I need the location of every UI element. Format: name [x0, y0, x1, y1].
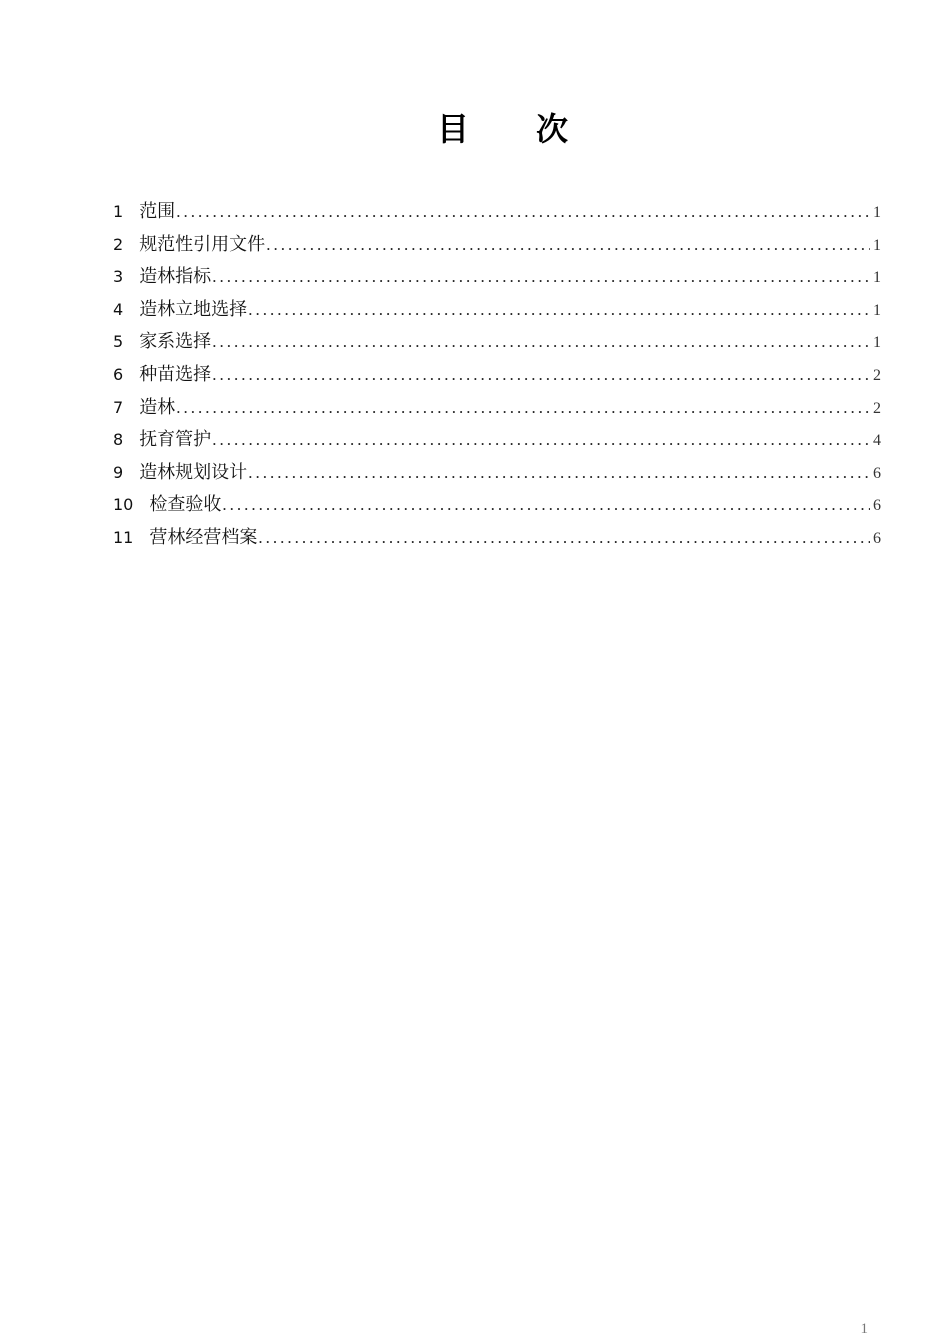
toc-entry-label: 抚育管护 — [139, 429, 212, 450]
toc-entry-number: 3 — [113, 267, 124, 287]
toc-entry-page: 1 — [873, 334, 881, 352]
toc-leader-dots — [222, 489, 870, 521]
toc-entry-label: 造林立地选择 — [139, 298, 248, 319]
toc-leader-dots — [248, 294, 870, 326]
toc-row — [113, 522, 881, 555]
toc-entry-label: 检查验收 — [149, 494, 222, 515]
toc-entry-number: 5 — [113, 332, 124, 352]
toc-leader-dots — [258, 522, 870, 554]
toc-entry-page: 2 — [873, 366, 881, 384]
toc-row — [113, 196, 881, 229]
toc-row — [113, 229, 881, 262]
toc-leader-dots — [266, 229, 870, 261]
toc-leader-dots — [212, 261, 870, 293]
toc-list — [113, 196, 881, 555]
toc-entry-page: 1 — [873, 301, 881, 319]
toc-entry-page: 1 — [873, 236, 881, 254]
toc-entry-page: 1 — [873, 269, 881, 287]
toc-entry-number: 7 — [113, 397, 124, 417]
toc-entry-number: 1 — [113, 202, 124, 221]
toc-leader-dots — [212, 326, 870, 358]
toc-row — [113, 359, 881, 392]
toc-leader-dots — [176, 392, 870, 424]
toc-row — [113, 326, 881, 359]
toc-row — [113, 261, 881, 294]
toc-entry-number: 10 — [113, 495, 134, 515]
toc-leader-dots — [212, 359, 870, 391]
toc-entry-label: 造林规划设计 — [139, 461, 248, 482]
toc-entry-number: 6 — [113, 364, 124, 384]
toc-entry-label: 营林经营档案 — [149, 526, 258, 547]
toc-leader-dots — [176, 196, 870, 228]
toc-entry-label: 规范性引用文件 — [139, 233, 266, 254]
toc-entry-page: 4 — [873, 432, 881, 450]
toc-entry-number: 8 — [113, 430, 124, 450]
toc-entry-page: 6 — [873, 529, 881, 547]
toc-leader-dots — [248, 457, 870, 489]
toc-entry-page: 6 — [873, 464, 881, 482]
toc-entry-page: 6 — [873, 497, 881, 515]
toc-entry-number: 9 — [113, 462, 124, 482]
footer-page-number: 1 — [860, 1321, 868, 1337]
toc-entry-page: 2 — [873, 399, 881, 417]
toc-entry-label: 种苗选择 — [139, 363, 212, 384]
toc-leader-dots — [212, 424, 870, 456]
toc-entry-number: 4 — [113, 299, 124, 319]
toc-row — [113, 294, 881, 327]
toc-row — [113, 457, 881, 490]
toc-entry-number: 2 — [113, 234, 124, 254]
toc-row — [113, 489, 881, 522]
toc-entry-label: 家系选择 — [139, 331, 212, 352]
toc-entry-label: 造林 — [139, 396, 176, 417]
toc-row — [113, 392, 881, 425]
toc-title: 目 次 — [436, 110, 569, 148]
toc-row — [113, 424, 881, 457]
toc-entry-page: 1 — [873, 204, 881, 221]
toc-entry-label: 造林指标 — [139, 266, 212, 287]
toc-entry-label: 范围 — [139, 201, 176, 221]
toc-entry-number: 11 — [113, 527, 134, 547]
